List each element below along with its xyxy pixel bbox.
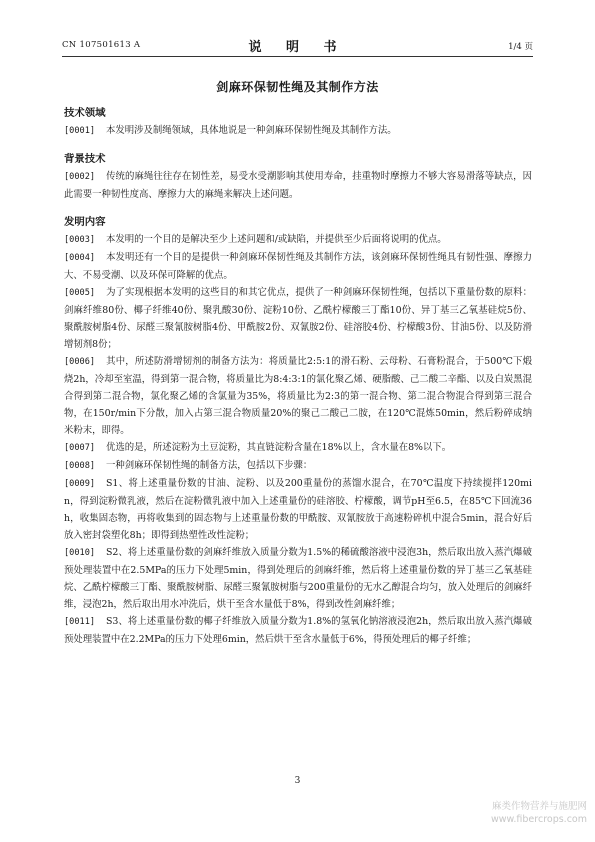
page-number: 3 (294, 776, 301, 786)
paragraph-text: 为了实现根据本发明的这些目的和其它优点，提供了一种剑麻环保韧性绳，包括以下重量份数的原料：剑麻纤维80份、椰子纤维40份、聚乳酸30份、淀粉10份、乙酰柠檬酸三丁酯10份、异丁基三乙氧基硅烷5份、聚酰胺树脂4份、尿醛三聚氰胺树脂4份、甲酰胺2份、双氰胺2份、硅溶胶4份、柠檬酸3份、甘油5份、以及防滑增韧剂8份； (64, 287, 532, 350)
paragraph (64, 231, 532, 249)
paragraph (64, 168, 532, 203)
document-body (64, 105, 532, 648)
doc-number: CN 107501613 A (62, 40, 141, 50)
paragraph-number: [0004] (64, 253, 96, 263)
paragraph-number: [0010] (64, 548, 96, 558)
section-heading: 技术领域 (64, 107, 106, 119)
paragraph (64, 475, 532, 544)
watermark (491, 800, 587, 826)
paragraph (64, 457, 532, 475)
paragraph (64, 122, 532, 140)
paragraph-text: S2、将上述重量份数的剑麻纤维放入质量分数为1.5%的稀硫酸溶液中浸泡3h，然后取出放入蒸汽爆破预处理装置中在2.5MPa的压力下处理5min，得到处理后的剑麻纤维，然后将上述重量份数的异丁基三乙氧基硅烷、乙酰柠檬酸三丁酯、聚酰胺树脂、尿醛三聚氰胺树脂与200重量份的无水乙醇混合均匀，放入处理后的剑麻纤维，浸泡2h，然后取出用水冲洗后，烘干至含水量低于8%，得到改性剑麻纤维； (64, 547, 532, 610)
paragraph-number: [0009] (64, 479, 96, 489)
paragraph-text: 本发明涉及制绳领域，具体地说是一种剑麻环保韧性绳及其制作方法。 (106, 125, 397, 136)
paragraph-number: [0008] (64, 461, 96, 471)
section-heading: 背景技术 (64, 153, 106, 165)
section-title: 说 明 书 (248, 40, 347, 55)
paragraph-text: S1、将上述重量份数的甘油、淀粉、以及200重量份的蒸馏水混合，在70℃温度下持续搅拌120min，得到淀粉微乳液，然后在淀粉微乳液中加入上述重量份的硅溶胶、柠檬酸，调节pH至6.5，在85℃下回流36h，收集固态物，再将收集到的固态物与上述重量份数的甲酰胺、双氰胺放于高速粉碎机中混合5min，混合好后放入密封袋塑化8h；即得到热塑性改性淀粉； (64, 478, 532, 541)
paragraph (64, 284, 532, 353)
header-divider (62, 56, 533, 57)
paragraph-text: S3、将上述重量份数的椰子纤维放入质量分数为1.8%的氢氧化钠溶液浸泡2h，然后取出放入蒸汽爆破预处理装置中在2.2MPa的压力下处理6min，然后烘干至含水量低于6%，得预处理后的椰子纤维； (64, 616, 532, 645)
paragraph (64, 613, 532, 648)
paragraph-text: 一种剑麻环保韧性绳的制备方法，包括以下步骤： (106, 460, 313, 471)
paragraph-text: 本发明还有一个目的是提供一种剑麻环保韧性绳及其制作方法，该剑麻环保韧性绳具有韧性强、摩擦力大、不易受潮、以及环保可降解的优点。 (64, 252, 532, 281)
paragraph (64, 544, 532, 613)
paragraph-text: 其中，所述防滑增韧剂的制备方法为：将质量比2:5:1的滑石粉、云母粉、石膏粉混合，于500℃下煅烧2h，冷却至室温，得到第一混合物，将质量比为8:4:3:1的氯化聚乙烯、硬脂酸、己二酸二辛酯、以及白炭黑混合得到第二混合物，氯化聚乙烯的含氯量为35%，将质量比为2:3的第一混合物、第二混合物混合得到第三混合物，在150r/min下分散，加入占第三混合物质量20%的聚己二酸己二胺，在120℃混炼50min，然后粉碎成纳米粉末，即得。 (64, 356, 532, 436)
section-heading: 发明内容 (64, 216, 106, 228)
document-title: 剑麻环保韧性绳及其制作方法 (216, 80, 379, 94)
paragraph-number: [0002] (64, 172, 96, 182)
paragraph-text: 优选的是，所述淀粉为土豆淀粉，其直链淀粉含量在18%以上，含水量在8%以下。 (106, 442, 452, 453)
watermark-line-1: 麻类作物营养与施肥网 (491, 801, 587, 812)
paragraph (64, 353, 532, 439)
paragraph-text: 本发明的一个目的是解决至少上述问题和/或缺陷，并提供至少后面将说明的优点。 (106, 234, 447, 245)
paragraph-text: 传统的麻绳往往存在韧性差，易受水受潮影响其使用寿命，挂重物时摩擦力不够大容易滑落等缺点，因此需要一种韧性度高、摩擦力大的麻绳来解决上述问题。 (64, 171, 532, 200)
paragraph-number: [0007] (64, 443, 96, 453)
page-header (62, 36, 533, 54)
page-indicator: 1/4 页 (508, 42, 533, 52)
watermark-line-2: www.fibercrops.com (490, 814, 587, 825)
paragraph-number: [0003] (64, 235, 96, 245)
paragraph-number: [0006] (64, 357, 96, 367)
paragraph-number: [0001] (64, 126, 96, 136)
paragraph (64, 439, 532, 457)
paragraph-number: [0005] (64, 288, 96, 298)
paragraph (64, 249, 532, 284)
paragraph-number: [0011] (64, 617, 96, 627)
